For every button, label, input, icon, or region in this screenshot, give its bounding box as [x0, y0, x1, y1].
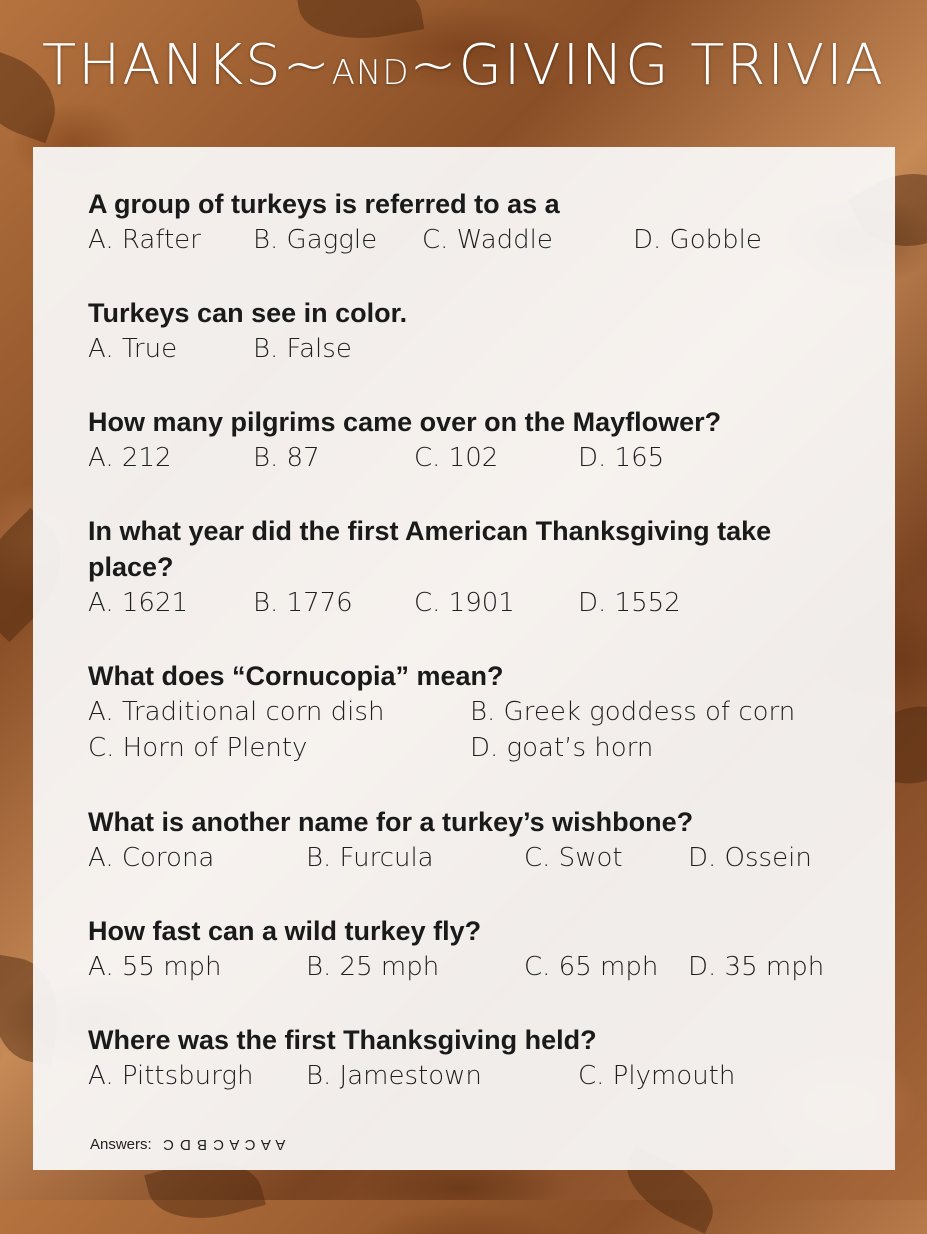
question-5: [88, 658, 868, 766]
option-c: C. Swot: [524, 843, 623, 873]
option-b: B. Gaggle: [253, 225, 378, 255]
option-d: D. 1552: [578, 588, 681, 618]
options-row: [88, 949, 868, 985]
option-d: D. Ossein: [688, 843, 812, 873]
question-3: [88, 404, 868, 476]
title-left: THANKS~: [41, 33, 332, 98]
option-a: A. Corona: [88, 843, 215, 873]
option-b: B. Furcula: [306, 843, 434, 873]
question-8: [88, 1022, 868, 1094]
option-c: C. Waddle: [422, 225, 553, 255]
options-row: [88, 585, 868, 621]
option-b: B. Jamestown: [306, 1061, 482, 1091]
option-a: A. 55 mph: [88, 952, 222, 982]
question-text: What is another name for a turkey’s wishbone?: [88, 807, 694, 837]
option-c: C. 102: [414, 443, 499, 473]
option-b: B. False: [253, 334, 352, 364]
option-a: A. True: [88, 334, 178, 364]
option-b: B. Greek goddess of corn: [470, 697, 796, 727]
options-row: [88, 1058, 868, 1094]
question-text: How many pilgrims came over on the Mayflower?: [88, 407, 722, 437]
question-2: [88, 295, 868, 367]
option-d: D. 35 mph: [688, 952, 825, 982]
option-c: C. Plymouth: [578, 1061, 736, 1091]
question-text: Turkeys can see in color.: [88, 298, 408, 328]
answers-key-upside-down: A A C A C B D C: [161, 1136, 286, 1153]
options-row: [88, 331, 868, 367]
question-text: What does “Cornucopia” mean?: [88, 661, 504, 691]
option-d: D. 165: [578, 443, 665, 473]
question-text: How fast can a wild turkey fly?: [88, 916, 482, 946]
option-d: D. Gobble: [633, 225, 762, 255]
question-7: [88, 913, 868, 985]
answer-key: [90, 1136, 285, 1153]
page-title: [0, 33, 927, 98]
options-row: [88, 222, 868, 258]
question-text: A group of turkeys is referred to as a: [88, 189, 560, 219]
option-a: A. 212: [88, 443, 172, 473]
question-text: Where was the first Thanksgiving held?: [88, 1025, 597, 1055]
question-text: In what year did the first American Thanksgiving take place?: [88, 516, 772, 582]
answers-label: Answers:: [90, 1136, 152, 1153]
question-6: [88, 804, 868, 876]
question-1: [88, 186, 868, 258]
options-row: [88, 840, 868, 876]
option-d: D. goat’s horn: [470, 733, 654, 763]
options-row: [88, 730, 868, 766]
option-b: B. 87: [253, 443, 320, 473]
options-row: [88, 440, 868, 476]
option-c: C. 65 mph: [524, 952, 659, 982]
option-a: A. 1621: [88, 588, 189, 618]
question-4: [88, 513, 868, 621]
title-mid: AND: [331, 53, 410, 93]
option-a: A. Traditional corn dish: [88, 697, 385, 727]
option-b: B. 25 mph: [306, 952, 440, 982]
option-a: A. Pittsburgh: [88, 1061, 254, 1091]
option-c: C. 1901: [414, 588, 515, 618]
option-b: B. 1776: [253, 588, 353, 618]
option-c: C. Horn of Plenty: [88, 733, 308, 763]
title-right: ~GIVING TRIVIA: [409, 33, 886, 98]
options-row: [88, 694, 868, 730]
option-a: A. Rafter: [88, 225, 201, 255]
